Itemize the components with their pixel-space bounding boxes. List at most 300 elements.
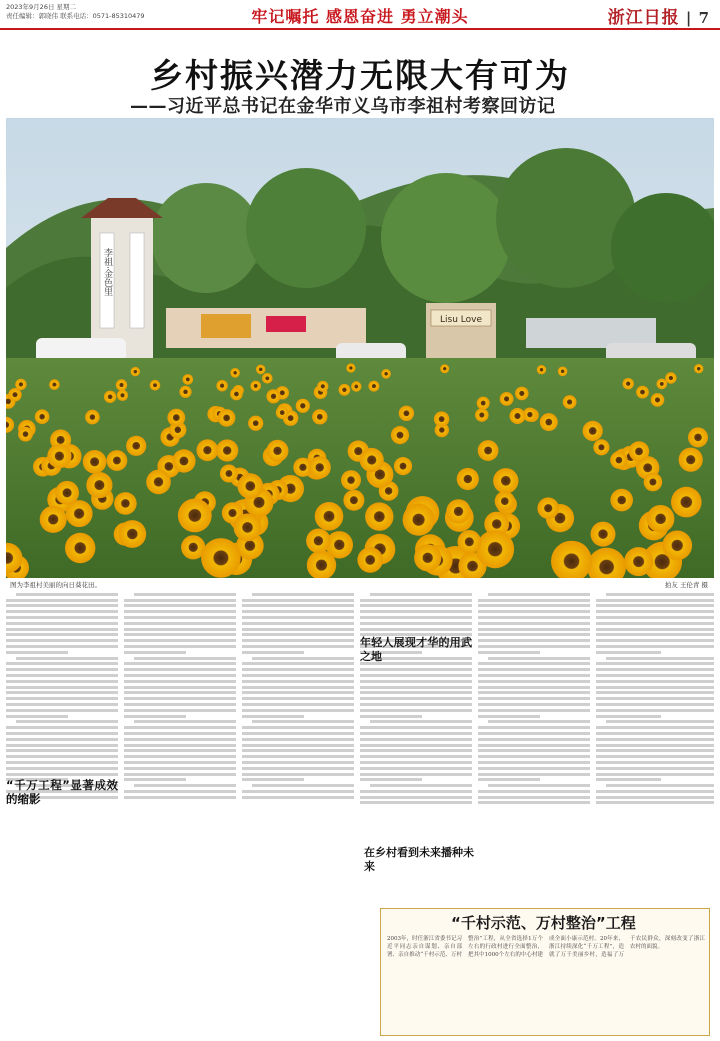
sunflower [537,365,546,374]
text-line [6,680,118,683]
sunflower [662,531,692,561]
text-line [478,726,590,729]
text-line [606,784,714,787]
sunflower [216,380,227,391]
sunflower [593,439,609,455]
text-line [596,668,714,671]
sunflower [86,472,112,498]
text-line [124,604,236,607]
text-line [596,749,714,752]
text-line [6,645,118,648]
text-line [242,668,354,671]
text-line [360,726,472,729]
text-line [596,622,714,625]
sunflower [218,409,236,427]
info-box-text: 2003年，时任浙江省委书记习近平同志亲自谋划、亲自部署、亲自推动“千村示范、万村整治”工程，从全省选择1万个左右的行政村进行全面整治，把其中1000个左右的中心村建成全面小康示范村。20年来，浙江持续深化“千万工程”，造就了万千美丽乡村，造福了万千农民群众，深刻改变了浙江农村的面貌。 [387,936,705,958]
masthead [0,0,720,30]
text-line [6,761,118,764]
text-line [6,738,118,741]
sunflower [346,363,355,372]
sunflower [610,451,627,468]
text-line [124,703,236,706]
text-line [16,593,118,596]
sunflower [234,514,262,542]
info-box [380,908,710,1036]
text-line [124,610,236,613]
sunflower [583,421,603,441]
sunflower [114,492,137,515]
text-line [16,720,118,723]
text-line [596,726,714,729]
text-line [360,691,472,694]
text-line [360,674,472,677]
sunflower [457,468,479,490]
section-heading-1: “千万工程”显著成效的缩影 [6,778,118,806]
sunflower [458,530,482,554]
sunflower [563,395,577,409]
text-line [134,657,236,660]
text-line [6,686,118,689]
text-line [596,697,714,700]
sunflower [309,456,331,478]
text-line [6,726,118,729]
text-line [596,790,714,793]
sunflower [341,470,361,490]
sunflower [40,506,67,533]
sunflower [250,381,261,392]
text-line [124,622,236,625]
text-line [596,738,714,741]
sunflower [591,522,616,547]
sunflower [339,384,351,396]
text-line [124,738,236,741]
sunflower-field-photo [6,118,714,578]
text-line [478,622,590,625]
text-line [596,604,714,607]
body-text [6,593,118,799]
text-line [124,645,236,648]
text-line [478,686,590,689]
sunflower [197,439,219,461]
text-line [596,616,714,619]
text-line [596,744,714,747]
text-line [596,680,714,683]
text-line [6,767,118,770]
text-line [478,604,590,607]
newspaper-name: 浙江日报 [607,8,680,28]
sunflower [394,457,412,475]
text-line [478,651,540,654]
text-line [360,604,472,607]
text-line [478,773,590,776]
sunflower [220,465,238,483]
section-heading-3: 在乡村看到未来播种未来 [364,846,474,873]
sunflower [357,547,383,573]
text-line [242,633,354,636]
text-line [252,720,354,723]
sunflower [478,440,499,461]
text-line [6,639,118,642]
text-line [360,749,472,752]
text-line [242,691,354,694]
photo-caption: 图为李祖村美丽的向日葵花田。 [10,581,101,589]
text-line [242,622,354,625]
text-line [360,744,472,747]
text-line [252,657,354,660]
text-line [242,610,354,613]
article-column-5 [478,590,590,910]
body-text [242,593,354,799]
text-line [596,662,714,665]
text-line [124,732,236,735]
sunflower [306,529,331,554]
text-line [124,662,236,665]
text-line [134,784,236,787]
sunflower [360,448,384,472]
text-line [124,715,186,718]
text-line [124,796,236,799]
text-line [134,593,236,596]
sunflower [558,367,568,377]
text-line [242,744,354,747]
sunflower [104,391,116,403]
text-line [360,709,472,712]
text-line [478,767,590,770]
sunflower [688,427,708,447]
sunflower [126,436,146,456]
text-line [252,784,354,787]
gate-sign: 李祖·金色里 [102,248,112,296]
text-line [596,778,661,781]
sunflower [266,389,280,403]
text-line [478,790,590,793]
sunflower [150,380,161,391]
text-line [596,761,714,764]
sunflower [671,487,702,518]
text-line [124,744,236,747]
text-line [242,738,354,741]
text-line [6,755,118,758]
text-line [242,755,354,758]
sunflower [47,444,71,468]
sunflower [262,373,273,384]
text-line [242,604,354,607]
sunflower [495,491,515,511]
sunflower [399,406,414,421]
sunflower [178,499,212,533]
sunflower [172,449,195,472]
text-line [360,732,472,735]
sunflower [540,413,558,431]
text-line [242,616,354,619]
sunflower [296,399,310,413]
text-line [360,755,472,758]
section-heading-2: 年轻人展现才华的用武之地 [360,636,472,663]
text-line [124,628,236,631]
sunflower [183,374,194,385]
text-line [596,796,714,799]
text-line [478,691,590,694]
text-line [478,645,590,648]
text-line [596,651,661,654]
text-line [596,767,714,770]
sunflower [131,367,140,376]
text-line [6,703,118,706]
sunflower [83,450,107,474]
sunflower [644,473,663,492]
text-line [478,715,540,718]
text-line [124,668,236,671]
text-line [124,616,236,619]
article-column-1 [6,590,118,900]
text-line [6,628,118,631]
sunflower [610,489,633,512]
text-line [242,639,354,642]
text-line [124,709,236,712]
text-line [6,691,118,694]
text-line [242,767,354,770]
text-line [242,645,354,648]
sunflower [230,368,240,378]
sunflower [85,410,100,425]
sunflower [440,364,449,373]
sunflower [391,426,409,444]
text-line [124,697,236,700]
sunflower [8,388,21,401]
text-line [478,674,590,677]
text-line [478,628,590,631]
text-line [124,778,186,781]
sunflower [403,504,435,536]
sunflower [18,427,33,442]
text-line [596,703,714,706]
text-line [124,773,236,776]
body-text [596,593,714,805]
text-line [360,697,472,700]
text-line [124,674,236,677]
text-line [596,715,661,718]
text-line [124,761,236,764]
sunflower [117,390,128,401]
sunflower [647,505,675,533]
text-line [16,657,118,660]
text-line [242,686,354,689]
text-line [360,599,472,602]
text-line [242,599,354,602]
text-line [596,639,714,642]
text-line [242,773,354,776]
text-line [488,657,590,660]
sunflower [434,411,449,426]
text-line [360,790,472,793]
text-line [242,680,354,683]
text-line [360,773,472,776]
text-line [596,610,714,613]
text-line [124,755,236,758]
body-text [478,593,590,805]
text-line [6,744,118,747]
text-line [360,703,472,706]
article-column-3 [242,590,354,900]
text-line [124,639,236,642]
text-line [360,767,472,770]
text-line [242,651,304,654]
text-line [478,616,590,619]
text-line [478,668,590,671]
text-line [488,593,590,596]
text-line [478,801,590,804]
text-line [478,796,590,799]
text-line [6,674,118,677]
sunflower [35,409,50,424]
text-line [242,703,354,706]
text-line [242,761,354,764]
sunflower [256,365,266,375]
sunflower [515,387,529,401]
text-line [360,715,422,718]
text-line [360,616,472,619]
text-line [596,633,714,636]
text-line [478,703,590,706]
sunflower [49,379,60,390]
sunflower [179,386,191,398]
text-line [596,801,714,804]
sunflower [351,381,361,391]
sunflower [694,364,703,373]
text-line [242,674,354,677]
text-line [6,749,118,752]
text-line [478,599,590,602]
text-line [606,593,714,596]
sunflower [476,530,514,568]
text-line [124,599,236,602]
text-line [478,639,590,642]
village-gate [81,198,163,358]
text-line [6,697,118,700]
sunflower [537,497,559,519]
sunflower [230,388,243,401]
text-line [360,610,472,613]
text-line [360,801,472,804]
text-line [478,738,590,741]
text-line [478,610,590,613]
page-subtitle: ——习近平总书记在金华市义乌市李祖村考察回访记 [130,96,556,117]
text-line [360,778,422,781]
editor-info: 责任编辑：郭晓伟 联系电话：0571-85310479 [6,12,145,20]
text-line [478,633,590,636]
sunflower [216,439,238,461]
sunflower [276,406,289,419]
text-line [124,691,236,694]
sunflower [201,538,241,578]
sunflower [623,378,634,389]
text-line [6,715,68,718]
text-line [360,628,472,631]
text-line [134,720,236,723]
text-line [124,726,236,729]
text-line [370,720,472,723]
text-line [488,720,590,723]
text-line [242,715,304,718]
text-line [596,599,714,602]
photo-credit: 拍友 王伦青 摄 [664,581,708,589]
text-line [6,668,118,671]
shop-front [426,303,496,363]
text-line [6,616,118,619]
text-line [124,633,236,636]
text-line [124,790,236,793]
text-line [6,651,68,654]
sunflower [315,502,344,531]
text-line [6,604,118,607]
text-line [242,732,354,735]
sunflower [312,409,327,424]
text-line [242,628,354,631]
sunflower [414,544,441,571]
sunflower [665,372,676,383]
text-line [478,744,590,747]
text-line [596,674,714,677]
masthead-meta [6,3,145,21]
sunflower [475,408,489,422]
text-line [596,691,714,694]
info-box-title: “千村示范、万村整治”工程 [451,914,636,932]
text-line [360,738,472,741]
sunflower [679,448,703,472]
text-line [596,645,714,648]
sunflower [381,369,391,379]
body-text [124,593,236,799]
text-line [596,732,714,735]
text-line [124,686,236,689]
text-line [242,796,354,799]
issue-date: 2023年9月26日 星期二 [6,3,77,11]
sunflower [624,547,653,576]
text-line [606,720,714,723]
text-line [242,662,354,665]
text-line [478,755,590,758]
sunflower [66,500,93,527]
sunflower [167,409,185,427]
text-line [124,749,236,752]
text-line [478,732,590,735]
text-line [606,657,714,660]
text-line [6,610,118,613]
text-line [242,697,354,700]
text-line [478,709,590,712]
text-line [478,662,590,665]
sunflower [368,381,379,392]
text-line [242,709,354,712]
sunflower [510,408,526,424]
text-line [478,778,540,781]
text-line [478,749,590,752]
sunflower [118,520,146,548]
text-line [6,599,118,602]
sunflower [107,450,128,471]
article-column-6 [596,590,714,910]
text-line [596,686,714,689]
text-line [370,593,472,596]
text-line [124,680,236,683]
text-line [478,680,590,683]
text-line [6,709,118,712]
text-line [488,784,590,787]
sunflower [629,441,649,461]
sunflower [500,392,514,406]
text-line [242,790,354,793]
text-line [124,651,186,654]
